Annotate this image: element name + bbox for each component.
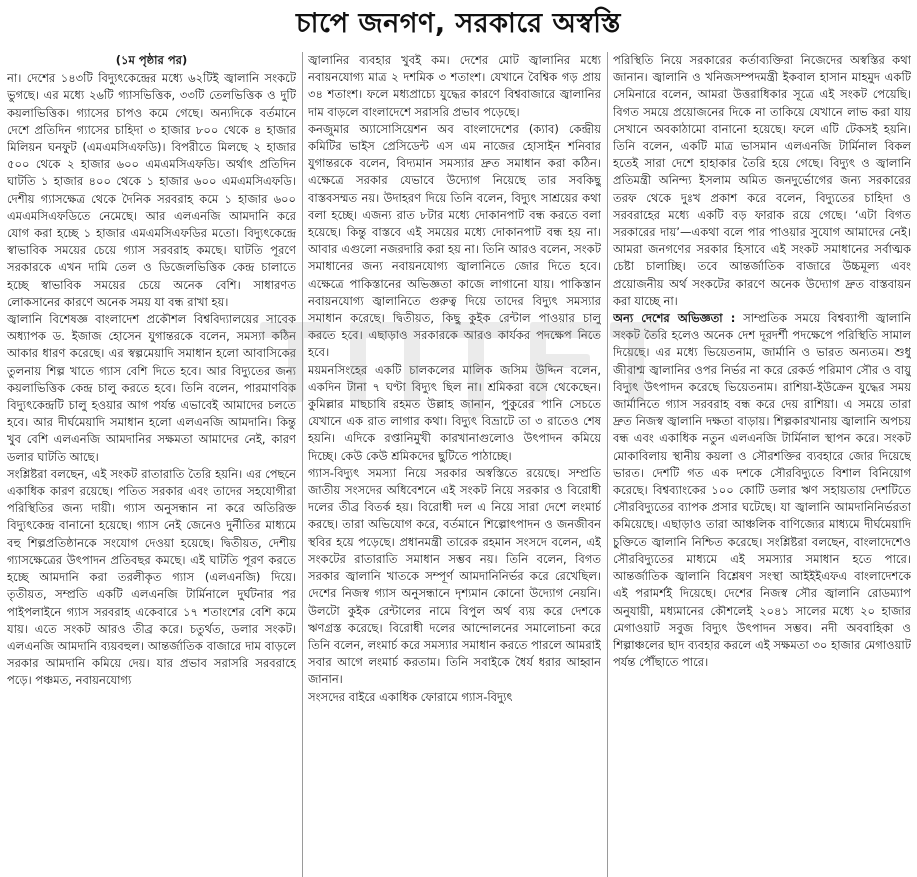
paragraph: জ্বালানি বিশেষজ্ঞ বাংলাদেশ প্রকৌশল বিশ্ববিদ্যালয়ের সাবেক অধ্যাপক ড. ইজাজ হোসেন যুগান্তরকে বলেন, সমস্যা কঠিন আকার ধারণ করেছে। এর স্বল্পমেয়াদি সমাধান হলো আবাসিকের তুলনায় শিল্প খাতে গ্যাস বেশি দিতে হবে। আর বিদ্যুতের জন্য কয়লাভিত্তিক কেন্দ্র চালু করতে হবে। তিনি বলেন, পারমাণবিক বিদ্যুৎকেন্দ্রটি চালু হওয়ার আগ পর্যন্ত এভাবেই আমাদের চলতে হবে। আর দীর্ঘমেয়াদি সমাধান হলো এলএনজি আমদানি। কিন্তু খুব বেশি এলএনজি আমদানির সক্ষমতা আমাদের নেই, কারণ ডলার ঘাটতি আছে। (7, 312, 296, 464)
article-column-2 (308, 52, 601, 877)
paragraph: ময়মনসিংহের একটি চালকলের মালিক জসিম উদ্দিন বলেন, একদিন টানা ৭ ঘণ্টা বিদ্যুৎ ছিল না। শ্রমিকরা বসে থেকেছেন। কুমিল্লার মাছচাষি রহমত উল্লাহ জানান, পুকুরের পানি সেচতে যেখানে এক রাত লাগার কথা। বিদ্যুৎ বিভ্রাটে তা ৩ রাতেও শেষ হয়নি। এদিকে রপ্তানিমুখী কারখানাগুলোও উৎপাদন কমিয়ে দিচ্ছে। কেউ কেউ শ্রমিকদের ছুটিতে পাঠাচ্ছে। (308, 362, 601, 463)
continuation-label: (১ম পৃষ্ঠার পর) (115, 53, 188, 67)
headline: চাপে জনগণ, সরকারে অস্বস্তি (296, 8, 621, 39)
paragraph: সংসদের বাইরে একাধিক ফোরামে গ্যাস-বিদ্যুৎ (308, 689, 513, 704)
paragraph-with-subhead (613, 310, 911, 671)
paragraph: সংশ্লিষ্টরা বলছেন, এই সংকট রাতারাতি তৈরি হয়নি। এর পেছনে একাধিক কারণ রয়েছে। পতিত সরকার এবং তাদের সহযোগীরা পরিস্থিতির জন্য দায়ী। গ্যাস অনুসন্ধান না করে অতিরিক্ত বিদ্যুৎকেন্দ্র বানানো হয়েছে। গ্যাস নেই জেনেও দুর্নীতির মাধ্যমে বহু শিল্পপ্রতিষ্ঠানকে সংযোগ দেওয়া হয়েছে। দ্বিতীয়ত, দেশীয় গ্যাসক্ষেত্রের উৎপাদন প্রতিবছর কমছে। এই ঘাটতি পূরণ করতে হচ্ছে আমদানি করা তরলীকৃত গ্যাস (এলএনজি) দিয়ে। তৃতীয়ত, সম্প্রতি একটি এলএনজি টার্মিনালে দুর্ঘটনার পর পাইপলাইনে গ্যাস সরবরাহ একেবারে ১৭ শতাংশের বেশি কমে যায়। এতে সংকট আরও তীব্র করে। চতুর্থত, ডলার সংকট। এলএনজি আমদানি ব্যয়বহুল। আন্তর্জাতিক বাজারে দাম বাড়লে সরকার আমদানি কমিয়ে দেয়। যার প্রভাব সরাসরি সরবরাহে পড়ে। পঞ্চমত, নবায়নযোগ্য (7, 466, 296, 688)
paragraph: কনজুমার অ্যাসোসিয়েশন অব বাংলাদেশের (ক্যাব) কেন্দ্রীয় কমিটির ভাইস প্রেসিডেন্ট এস এম নাজের হোসাইন শনিবার যুগান্তরকে বলেন, বিদ্যমান সমস্যার দ্রুত সমাধান করা কঠিন। এক্ষেত্রে সরকার যেভাবে উদ্যোগ নিয়েছে তার সবকিছু বাস্তবসম্মত নয়। উদাহরণ দিয়ে তিনি বলেন, বিদ্যুৎ সাশ্রয়ের কথা বলা হচ্ছে। এজন্য রাত ৮টার মধ্যে দোকানপাট বন্ধ করতে বলা হয়েছে। কিন্তু বাস্তবে এই সময়ের মধ্যে দোকানপাট বন্ধ হয় না। আবার এগুলো নজরদারি করা হয় না। তিনি আরও বলেন, সংকট সমাধানের জন্য নবায়নযোগ্য জ্বালানিতে জোর দিতে হবে। এক্ষেত্রে পাকিস্তানের অভিজ্ঞতা কাজে লাগানো যায়। পাকিস্তান নবায়নযোগ্য জ্বালানিতে গুরুত্ব দিয়ে তাদের বিদ্যুৎ সমস্যার সমাধান করেছে। দ্বিতীয়ত, কিছু কুইক রেন্টাল পাওয়ার চালু করতে হবে। এছাড়াও সরকারকে আরও কার্যকর পদক্ষেপ নিতে হবে। (308, 121, 601, 360)
subhead-text: সাম্প্রতিক সময়ে বিশ্বব্যাপী জ্বালানি সংকট তৈরি হলেও অনেক দেশ দূরদর্শী পদক্ষেপে পরিস্থিতি সামাল দিয়েছে। এর মধ্যে ভিয়েতনাম, জার্মানি ও ভারত অন্যতম। শুধু জীবাশ্ম জ্বালানির ওপর নির্ভর না করে রেকর্ড পরিমাণ সৌর ও বায়ু বিদ্যুৎ উৎপাদন করেছে ভিয়েতনাম। রাশিয়া-ইউক্রেন যুদ্ধের সময় জার্মানিতে গ্যাস সরবরাহ বন্ধ করে দেয় রাশিয়া। এ সময়ে তারা দ্রুত নিজস্ব জ্বালানি দক্ষতা বাড়ায়। শিল্পকারখানায় জ্বালানি অপচয় বন্ধ এবং একাধিক নতুন এলএনজি টার্মিনাল স্থাপন করে। সংকট মোকাবিলায় স্থানীয় কয়লা ও সৌরশক্তির ব্যবহারে জোর দিয়েছে ভারত। দেশটি গত এক দশকে সৌরবিদ্যুতে বিশাল বিনিয়োগ করেছে। বিশ্বব্যাংকের ১০০ কোটি ডলার ঋণ সহায়তায় দেশটিতে সৌরবিদ্যুতের ব্যাপক প্রসার ঘটেছে। যা জ্বালানি আমদানিনির্ভরতা কমিয়েছে। এছাড়াও তারা আঞ্চলিক বাণিজ্যের মাধ্যমে দীর্ঘমেয়াদি চুক্তিতে জ্বালানি নিশ্চিত করেছে। সংশ্লিষ্টরা বলছেন, বাংলাদেশেও সৌরবিদ্যুতের মাধ্যমে এই সমস্যার সমাধান হতে পারে। আন্তর্জাতিক জ্বালানি বিশ্লেষণ সংস্থা আইইইএফএ বাংলাদেশকে এই পরামর্শই দিয়েছে। দেশের নিজস্ব সৌর জ্বালানি রোডম্যাপ অনুযায়ী, মধ্যমানের কৌশলেই ২০৪১ সালের মধ্যে ২০ হাজার মেগাওয়াট সবুজ বিদ্যুৎ উৎপাদন সম্ভব। নদী অববাহিকা ও শিল্পাঞ্চলের ছাদ ব্যবহার করলে এই সক্ষমতা ৩০ হাজার মেগাওয়াট পর্যন্ত পৌঁছাতে পারে। (613, 311, 911, 670)
article-column-3 (613, 52, 911, 877)
paragraph: গ্যাস-বিদ্যুৎ সমস্যা নিয়ে সরকার অস্বস্তিতে রয়েছে। সম্প্রতি জাতীয় সংসদের অধিবেশনে এই সংকট নিয়ে সরকার ও বিরোধী দলের তীব্র বিতর্ক হয়। বিরোধী দল এ নিয়ে সারা দেশে লংমার্চ করছে। তারা অভিযোগ করে, বর্তমানে শিল্পোৎপাদন ও জনজীবন স্থবির হয়ে পড়েছে। প্রধানমন্ত্রী তারেক রহমান সংসদে বলেন, এই সংকটের রাতারাতি সমাধান সম্ভব নয়। তিনি বলেন, বিগত সরকার জ্বালানি খাতকে সম্পূর্ণ আমদানিনির্ভর করে রেখেছিল। দেশের নিজস্ব গ্যাস অনুসন্ধানে দৃশ্যমান কোনো উদ্যোগ নেয়নি। উলটো কুইক রেন্টালের নামে বিপুল অর্থ ব্যয় করে দেশকে ঋণগ্রস্ত করেছে। বিরোধী দলের আন্দোলনের সমালোচনা করে তিনি বলেন, লংমার্চ করে সমস্যার সমাধান করতে পারলে আমরাই সবার আগে লংমার্চ করতাম। তিনি সবাইকে ধৈর্য ধরার আহ্বান জানান। (308, 465, 601, 687)
article-body (7, 52, 911, 877)
article-column-1 (7, 52, 296, 877)
paragraph: জ্বালানির ব্যবহার খুবই কম। দেশের মোট জ্বালানির মধ্যে নবায়নযোগ্য মাত্র ২ দশমিক ৩ শতাংশ। যেখানে বৈশ্বিক গড় প্রায় ৩৪ শতাংশ। ফলে মধ্যপ্রাচ্যে যুদ্ধের কারণে বিশ্ববাজারে জ্বালানির দাম বাড়লে বাংলাদেশে সরাসরি প্রভাব পড়েছে। (308, 53, 601, 119)
paragraph: পরিস্থিতি নিয়ে সরকারের কর্তাব্যক্তিরা নিজেদের অস্বস্তির কথা জানান। জ্বালানি ও খনিজসম্পদমন্ত্রী ইকবাল হাসান মাহমুদ একটি সেমিনারে বলেন, আমরা উত্তরাধিকার সূত্রে এই সংকট পেয়েছি। বিগত সময়ে প্রয়োজনের দিকে না তাকিয়ে যেখানে লাভ করা যায় সেখানে অবকাঠামো বানানো হয়েছে। ফলে এটি টেকসই হয়নি। তিনি বলেন, একটি মাত্র ভাসমান এলএনজি টার্মিনাল বিকল হতেই সারা দেশে হাহাকার তৈরি হয়ে গেছে। বিদ্যুৎ ও জ্বালানি প্রতিমন্ত্রী অনিন্দ্য ইসলাম অমিত জনদুর্ভোগের জন্য সরকারের তরফ থেকে দুঃখ প্রকাশ করে বলেন, বিদ্যুতের চাহিদা ও সরবরাহের মধ্যে একটি বড় ফারাক রয়ে গেছে। ‘এটা বিগত সরকারের দায়’—একথা বলে পার পাওয়ার সুযোগ আমাদের নেই। আমরা জনগণের সরকার হিসাবে এই সংকট সমাধানের সর্বাত্মক চেষ্টা চালাচ্ছি। তবে আন্তর্জাতিক বাজারে উচ্চমূল্য এবং প্রয়োজনীয় অর্থ সংকটের কারণে অনেক উদ্যোগ দ্রুত বাস্তবায়ন করা যাচ্ছে না। (613, 53, 911, 308)
subhead: অন্য দেশের অভিজ্ঞতা : (613, 311, 736, 326)
paragraph: না। দেশের ১৪৩টি বিদ্যুৎকেন্দ্রের মধ্যে ৬২টিই জ্বালানি সংকটে ভুগছে। এর মধ্যে ২৬টি গ্যাসভিত্তিক, ৩৩টি তেলভিত্তিক ও দুটি কয়লাভিত্তিক। গ্যাসের চাপও কমে গেছে। অন্যদিকে বর্তমানে দেশে প্রতিদিন গ্যাসের চাহিদা ৩ হাজার ৮০০ থেকে ৪ হাজার মিলিয়ন ঘনফুট (এমএমসিএফডি)। বিপরীতে মিলছে ২ হাজার ৫০০ থেকে ২ হাজার ৬০০ এমএমসিএফডি। অর্থাৎ প্রতিদিন ঘাটতি ১ হাজার ৪০০ থেকে ১ হাজার ৬০০ এমএমসিএফডি। দেশীয় গ্যাসক্ষেত্র থেকে দৈনিক সরবরাহ কমে ১ হাজার ৬০০ এমএমসিএফডিতে নেমেছে। আর এলএনজি আমদানি করে যোগ করা হচ্ছে ১ হাজার এমএমসিএফডির মতো। বিদ্যুৎকেন্দ্রে স্বাভাবিক সময়ের চেয়ে গ্যাস সরবরাহ কমছে। ঘাটতি পূরণে সরকারকে এখন দামি তেল ও ডিজেলভিত্তিক কেন্দ্র চালাতে হচ্ছে স্বাভাবিক সময়ের চেয়ে অনেক বেশি। সাধারণত লোকসানের কারণে অনেক সময় যা বন্ধ রাখা হয়। (7, 71, 296, 309)
